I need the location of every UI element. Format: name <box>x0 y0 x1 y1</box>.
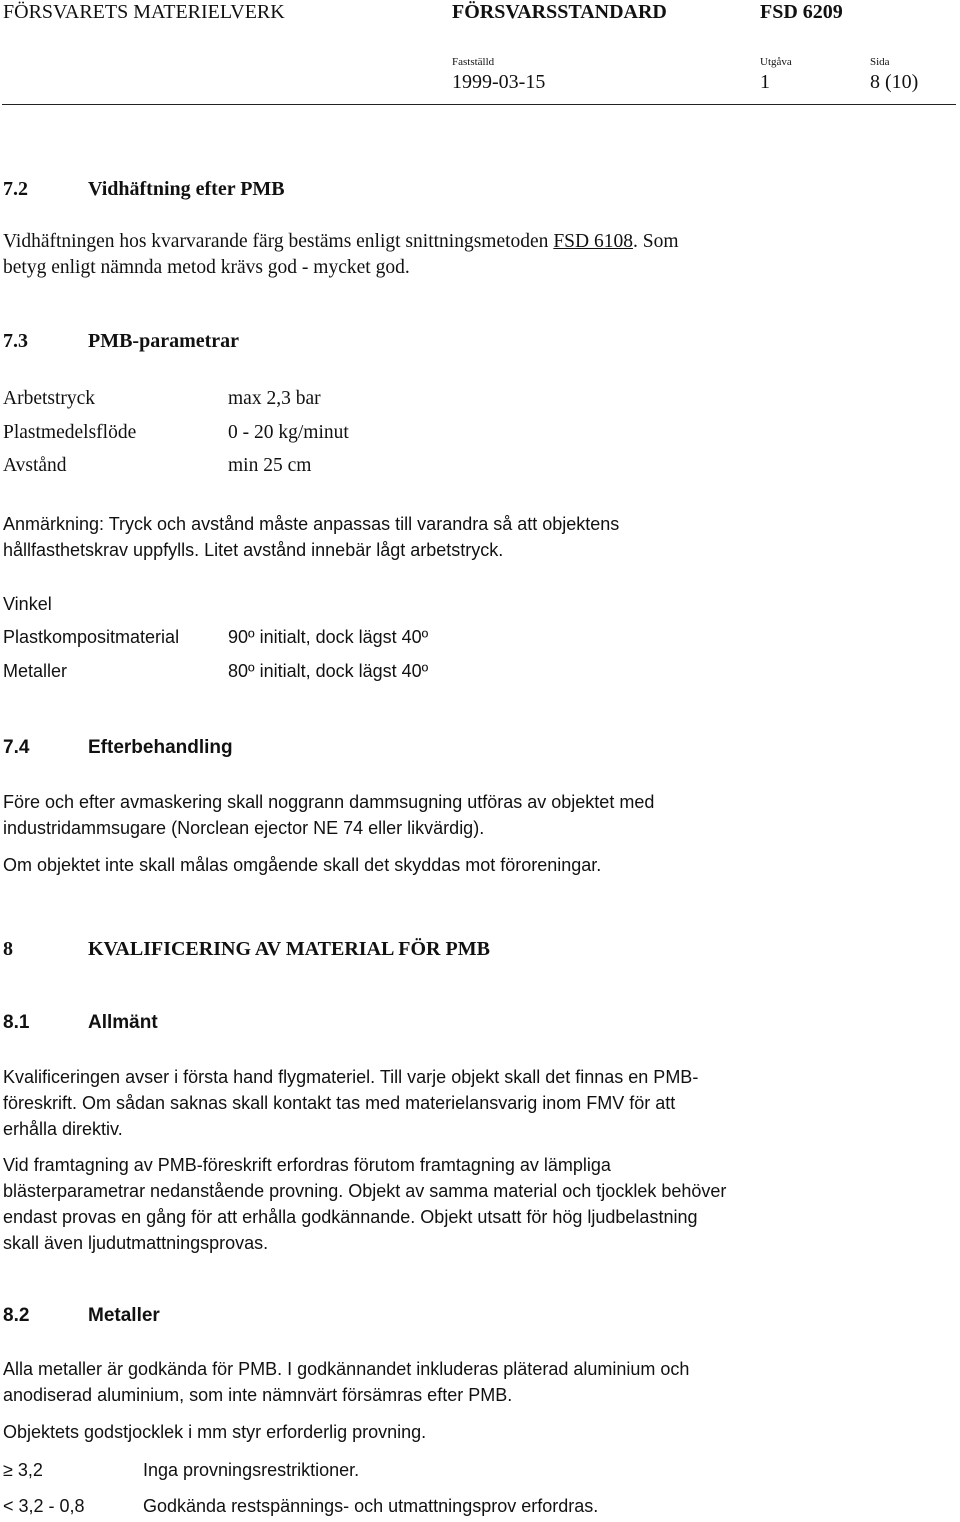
section-number: 7.3 <box>3 330 28 352</box>
section-7-4-p1-line2: industridammsugare (Norclean ejector NE 74 eller likvärdig). <box>3 818 485 838</box>
section-number: 7.2 <box>3 178 28 200</box>
section-7-2-paragraph-line2: betyg enligt nämnda metod krävs god - mycket god. <box>3 257 410 278</box>
section-8-1-p1-line1: Kvalificeringen avser i första hand flygmateriel. Till varje objekt skall det finnas en PMB- <box>3 1067 699 1087</box>
angle-value-metaller: 80º initialt, dock lägst 40º <box>228 661 429 681</box>
section-7-4-p2: Om objektet inte skall målas omgående skall det skyddas mot föroreningar. <box>3 855 602 875</box>
section-8-1-p1-line2: föreskrift. Om sådan saknas skall kontakt tas med materielansvarig inom FMV för att <box>3 1093 676 1113</box>
section-7-4-p1-line1: Före och efter avmaskering skall noggrann dammsugning utföras av objektet med <box>3 792 655 812</box>
section-8-1-p1-line3: erhålla direktiv. <box>3 1119 123 1139</box>
header-label-sida: Sida <box>870 56 890 68</box>
header-label-fastalld: Fastställd <box>452 56 495 68</box>
thickness-row-2-thickness: < 3,2 - 0,8 <box>3 1496 85 1516</box>
vinkel-label: Vinkel <box>3 594 52 614</box>
param-value-arbetstryck: max 2,3 bar <box>228 388 321 409</box>
param-value-plastmedelsflode: 0 - 20 kg/minut <box>228 422 349 443</box>
fsd-6108-link[interactable]: FSD 6108 <box>553 231 633 252</box>
section-number: 8 <box>3 938 13 960</box>
section-8-2-p1-line1: Alla metaller är godkända för PMB. I godkännandet inkluderas pläterad aluminium och <box>3 1359 690 1379</box>
header-label-utgava: Utgåva <box>760 56 792 68</box>
section-8-1-p2-line2: blästerparametrar nedanstående provning. Objekt av samma material och tjocklek behöver <box>3 1181 727 1201</box>
section-8-1-p2-line1: Vid framtagning av PMB-föreskrift erfordras förutom framtagning av lämpliga <box>3 1155 611 1175</box>
section-title: Allmänt <box>88 1012 158 1033</box>
thickness-row-1-thickness: ≥ 3,2 <box>3 1460 43 1480</box>
header-doc-type: FÖRSVARSSTANDARD <box>452 1 667 23</box>
text: Vidhäftningen hos kvarvarande färg bestäms enligt snittningsmetoden <box>3 231 554 252</box>
param-label-avstand: Avstånd <box>3 455 67 476</box>
section-7-2-paragraph-line1 <box>3 231 678 253</box>
section-title: Metaller <box>88 1305 160 1326</box>
param-label-arbetstryck: Arbetstryck <box>3 388 96 409</box>
section-number: 7.4 <box>3 737 30 758</box>
header-doc-id: FSD 6209 <box>760 1 843 23</box>
angle-label-plast: Plastkompositmaterial <box>3 627 180 647</box>
thickness-row-1-requirement: Inga provningsrestriktioner. <box>143 1460 360 1480</box>
section-title: KVALIFICERING AV MATERIAL FÖR PMB <box>88 938 490 960</box>
header-edition: 1 <box>760 71 770 93</box>
section-title: Vidhäftning efter PMB <box>88 178 285 200</box>
section-title: Efterbehandling <box>88 737 233 758</box>
section-8-1-p2-line4: skall även ljudutmattningsprovas. <box>3 1233 269 1253</box>
angle-value-plast: 90º initialt, dock lägst 40º <box>228 627 429 647</box>
section-8-2-p2: Objektets godstjocklek i mm styr erforderlig provning. <box>3 1422 427 1442</box>
param-label-plastmedelsflode: Plastmedelsflöde <box>3 422 137 443</box>
thickness-row-2-requirement: Godkända restspännings- och utmattningsprov erfordras. <box>143 1496 599 1516</box>
header-divider <box>2 104 956 105</box>
angle-label-metaller: Metaller <box>3 661 68 681</box>
section-8-2-p1-line2: anodiserad aluminium, som inte nämnvärt försämras efter PMB. <box>3 1385 513 1405</box>
section-title: PMB-parametrar <box>88 330 240 352</box>
section-8-1-p2-line3: endast provas en gång för att erhålla godkännande. Objekt utsatt för hög ljudbelastning <box>3 1207 698 1227</box>
section-number: 8.2 <box>3 1305 30 1326</box>
header-date: 1999-03-15 <box>452 71 546 93</box>
text: . Som <box>632 231 679 252</box>
note-line1: Anmärkning: Tryck och avstånd måste anpassas till varandra så att objektens <box>3 514 620 534</box>
header-page: 8 (10) <box>870 71 919 93</box>
section-number: 8.1 <box>3 1012 30 1033</box>
note-line2: hållfasthetskrav uppfylls. Litet avstånd innebär lågt arbetstryck. <box>3 540 504 560</box>
param-value-avstand: min 25 cm <box>228 455 312 476</box>
header-org: FÖRSVARETS MATERIELVERK <box>3 1 285 23</box>
